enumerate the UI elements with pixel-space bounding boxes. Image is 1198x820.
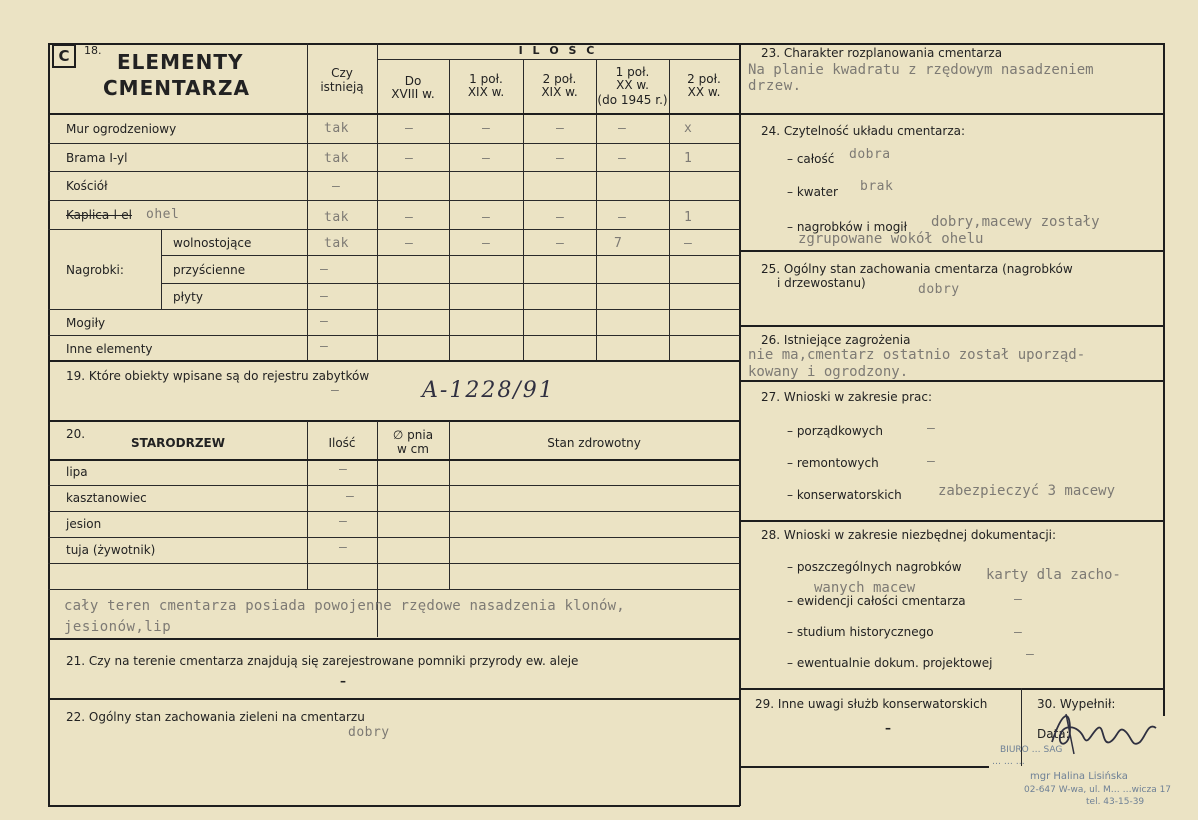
row-label-wolnostojace: wolnostojące xyxy=(173,236,252,250)
s18-vline-3 xyxy=(449,59,450,361)
s21-label: 21. Czy na terenie cmentarza znajdują się zarejestrowane pomniki przyrody ew. aleje xyxy=(66,654,579,668)
s18-period-2b: XIX w. xyxy=(467,85,505,99)
row-exist-kosciol: – xyxy=(332,179,341,194)
s29-value: – xyxy=(885,721,891,735)
s18-period-3a: 2 poł. xyxy=(542,72,577,86)
row-kaplica-v1: – xyxy=(405,210,414,225)
s18-header-bottom xyxy=(48,113,740,115)
s21-value: – xyxy=(340,674,346,688)
s28-value-ewidencji: – xyxy=(1014,592,1023,607)
signature xyxy=(1048,702,1163,758)
row-kaplica-v2: – xyxy=(482,210,491,225)
s20-col-qty: Ilość xyxy=(328,436,356,450)
stamp-line-1: BIURO … SAG xyxy=(1000,745,1063,755)
s28-item-ewidencji: – ewidencji całości cmentarza xyxy=(787,594,966,608)
row-wolno-v4: 7 xyxy=(614,236,623,251)
frame-bottom-left xyxy=(48,805,740,807)
row-brama-v2: – xyxy=(482,151,491,166)
s23-value-line1: Na planie kwadratu z rzędowym nasadzeniem xyxy=(748,62,1094,78)
row-mur-v3: – xyxy=(556,121,565,136)
s21-bottom xyxy=(48,698,740,700)
row-exist-mogily: – xyxy=(320,314,329,329)
s30-data-label: Data: xyxy=(1037,727,1070,741)
row-exist-kaplica: tak xyxy=(324,210,349,225)
s18-vline-6 xyxy=(669,59,670,361)
row-mur-v5: x xyxy=(684,121,693,136)
s18-row-line-6 xyxy=(161,283,740,284)
s23-bottom xyxy=(739,113,1164,115)
s18-row-line-5 xyxy=(161,255,740,256)
tree-label-lipa: lipa xyxy=(66,465,88,479)
row-exist-inne: – xyxy=(320,339,329,354)
stamp-line-5: tel. 43-15-39 xyxy=(1086,797,1145,807)
row-mur-v2: – xyxy=(482,121,491,136)
s20-number: 20. xyxy=(66,427,86,441)
row-brama-v4: – xyxy=(618,151,627,166)
s20-col-diam-2: w cm xyxy=(397,442,429,456)
row-kaplica-v4: – xyxy=(618,210,627,225)
s20-bottom xyxy=(48,638,740,640)
tree-qty-kasztanowiec: – xyxy=(346,489,355,504)
s18-period-3b: XIX w. xyxy=(541,85,578,99)
s18-number: 18. xyxy=(84,44,102,57)
tree-qty-lipa: – xyxy=(339,462,348,477)
tree-label-kasztanowiec: kasztanowiec xyxy=(66,491,147,505)
s25-bottom xyxy=(739,325,1164,327)
s20-note-line2: jesionów,lip xyxy=(64,619,172,635)
s19-dash: – xyxy=(331,383,340,398)
s19-label: 19. Które obiekty wpisane są do rejestru zabytków xyxy=(66,369,370,383)
section-letter: C xyxy=(58,47,70,65)
s28-value-projektowej: – xyxy=(1026,647,1035,662)
s28-bottom xyxy=(739,688,1164,690)
s20-header-bottom xyxy=(48,459,740,461)
s27-value-konserwatorskich: zabezpieczyć 3 macewy xyxy=(938,483,1116,499)
s26-label: 26. Istniejące zagrożenia xyxy=(761,333,911,347)
s27-bottom xyxy=(739,520,1164,522)
s28-item-projektowej: – ewentualnie dokum. projektowej xyxy=(787,656,993,670)
s20-title: STARODRZEW xyxy=(131,436,225,450)
s23-value-line2: drzew. xyxy=(748,78,802,94)
s28-label: 28. Wnioski w zakresie niezbędnej dokumentacji: xyxy=(761,528,1057,542)
row-kaplica-v3: – xyxy=(556,210,565,225)
row-wolno-v1: – xyxy=(405,236,414,251)
s20-col-diam-1: ∅ pnia xyxy=(392,428,434,442)
row-label-mogily: Mogiły xyxy=(66,316,106,330)
tree-label-jesion: jesion xyxy=(66,517,102,531)
tree-label-tuja: tuja (żywotnik) xyxy=(66,543,156,557)
s22-label: 22. Ogólny stan zachowania zieleni na cmentarzu xyxy=(66,710,365,724)
section-letter-box xyxy=(52,44,76,68)
s28-item-studium: – studium historycznego xyxy=(787,625,934,639)
row-label-przyscienne: przyścienne xyxy=(173,263,246,277)
s24-value-calosc: dobra xyxy=(849,147,891,162)
s24-value-nagrobkow: dobry,macewy zostały xyxy=(931,214,1100,230)
nagrobki-label: Nagrobki: xyxy=(66,263,124,277)
stamp-line-2: … … … xyxy=(992,757,1025,767)
frame-mid xyxy=(739,43,741,806)
row-exist-plyty: – xyxy=(320,289,329,304)
s18-row-line-7 xyxy=(48,309,740,310)
row-brama-v5: 1 xyxy=(684,151,693,166)
s18-period-1b: XVIII w. xyxy=(391,87,435,101)
row-brama-v3: – xyxy=(556,151,565,166)
s24-value-kwater: brak xyxy=(860,179,894,194)
s18-period-2a: 1 poł. xyxy=(469,72,503,86)
s18-period-4b: XX w. xyxy=(616,78,649,92)
s24-value-nagrobkow-2: zgrupowane wokół ohelu xyxy=(798,231,984,247)
s18-row-line-8 xyxy=(48,335,740,336)
s22-value: dobry xyxy=(348,725,390,740)
s18-period-4c: (do 1945 r.) xyxy=(597,93,668,107)
s28-value-studium: – xyxy=(1014,625,1023,640)
s18-period-5a: 2 poł. xyxy=(687,72,721,86)
s27-item-remontowych: – remontowych xyxy=(787,456,879,470)
row-mur-v4: – xyxy=(618,121,627,136)
tree-qty-jesion: – xyxy=(339,514,348,529)
s18-title-line2: CMENTARZA xyxy=(103,76,250,100)
s28-item-nagrobkow: – poszczególnych nagrobków xyxy=(787,560,962,574)
s20-row-line-2 xyxy=(48,511,740,512)
s18-ilosc-line xyxy=(377,59,739,60)
s28-value-nagrobkow: karty dla zacho- xyxy=(986,567,1121,583)
row-exist-brama: tak xyxy=(324,151,349,166)
s27-value-porzadkowych: – xyxy=(927,421,936,436)
frame-left xyxy=(48,43,50,806)
s18-title-line1: ELEMENTY xyxy=(117,50,244,74)
row-label-inne: Inne elementy xyxy=(66,342,153,356)
row-exist-mur: tak xyxy=(324,121,349,136)
row-label-mur: Mur ogrodzeniowy xyxy=(66,122,177,136)
s20-row-line-4 xyxy=(48,563,740,564)
s25-value: dobry xyxy=(918,282,960,297)
s24-item-kwater: – kwater xyxy=(787,185,838,199)
s23-label: 23. Charakter rozplanowania cmentarza xyxy=(761,46,1003,60)
s18-bottom xyxy=(48,360,740,362)
s18-col-exist-2: istnieją xyxy=(320,80,364,94)
row-label-kaplica: Kaplica-l-el xyxy=(66,208,132,222)
s18-row-line-2 xyxy=(48,171,740,172)
s24-label: 24. Czytelność układu cmentarza: xyxy=(761,124,966,138)
s18-period-4a: 1 poł. xyxy=(615,65,650,79)
row-kaplica-v5: 1 xyxy=(684,210,693,225)
row-mur-v1: – xyxy=(405,121,414,136)
s24-bottom xyxy=(739,250,1164,252)
s18-vline-4 xyxy=(523,59,524,361)
s20-col-health: Stan zdrowotny xyxy=(547,436,641,450)
row-exist-wolnostojace: tak xyxy=(324,236,349,251)
row-kaplica-note: ohel xyxy=(146,207,180,222)
row-brama-v1: – xyxy=(405,151,414,166)
s25-label-line1: 25. Ogólny stan zachowania cmentarza (nagrobków xyxy=(761,262,1073,276)
s20-row-line-3 xyxy=(48,537,740,538)
s27-item-porzadkowych: – porządkowych xyxy=(787,424,883,438)
s18-col-ilosc: I L O Ś Ć xyxy=(518,44,598,57)
s20-row-line-5 xyxy=(48,589,740,590)
s27-value-remontowych: – xyxy=(927,454,936,469)
s24-item-calosc: – całość xyxy=(787,152,835,166)
s30-label: 30. Wypełnił: xyxy=(1037,697,1116,711)
s18-nagrobki-vline xyxy=(161,229,162,309)
s26-value-line2: kowany i ogrodzony. xyxy=(748,364,909,380)
s27-label: 27. Wnioski w zakresie prac: xyxy=(761,390,933,404)
s18-row-line-4 xyxy=(48,229,740,230)
row-wolno-v3: – xyxy=(556,236,565,251)
row-label-plyty: płyty xyxy=(173,290,203,304)
row-wolno-v2: – xyxy=(482,236,491,251)
s28-value-nagrobkow-2: wanych macew xyxy=(814,580,916,596)
s18-period-5b: XX w. xyxy=(687,85,721,99)
row-exist-przyscienne: – xyxy=(320,262,329,277)
s20-row-line-1 xyxy=(48,485,740,486)
s18-row-line-3 xyxy=(48,200,740,201)
row-label-kosciol: Kościół xyxy=(66,179,108,193)
s20-note-line1: cały teren cmentarza posiada powojenne rzędowe nasadzenia klonów, xyxy=(64,598,625,614)
frame-top-right xyxy=(739,43,1164,45)
frame-bottom-right xyxy=(739,766,989,768)
tree-qty-tuja: – xyxy=(339,540,348,555)
s26-bottom xyxy=(739,380,1164,382)
s24-item-nagrobkow: – nagrobków i mogił xyxy=(787,220,908,234)
row-wolno-v5: – xyxy=(684,236,693,251)
s29-label: 29. Inne uwagi służb konserwatorskich xyxy=(755,697,988,711)
s19-bottom xyxy=(48,420,740,422)
s27-item-konserwatorskich: – konserwatorskich xyxy=(787,488,902,502)
stamp-line-3: mgr Halina Lisińska xyxy=(1030,771,1128,782)
s19-handwritten-register: A-1228/91 xyxy=(422,378,555,403)
s26-value-line1: nie ma,cmentarz ostatnio został uporząd- xyxy=(748,347,1086,363)
s18-period-1a: Do xyxy=(404,74,422,88)
row-label-brama: Brama I-yl xyxy=(66,151,128,165)
s25-label-line2: i drzewostanu) xyxy=(777,276,866,290)
s18-row-line-1 xyxy=(48,143,740,144)
s18-col-exist-1: Czy xyxy=(331,66,353,80)
stamp-line-4: 02-647 W-wa, ul. M… …wicza 17 xyxy=(1024,785,1172,795)
